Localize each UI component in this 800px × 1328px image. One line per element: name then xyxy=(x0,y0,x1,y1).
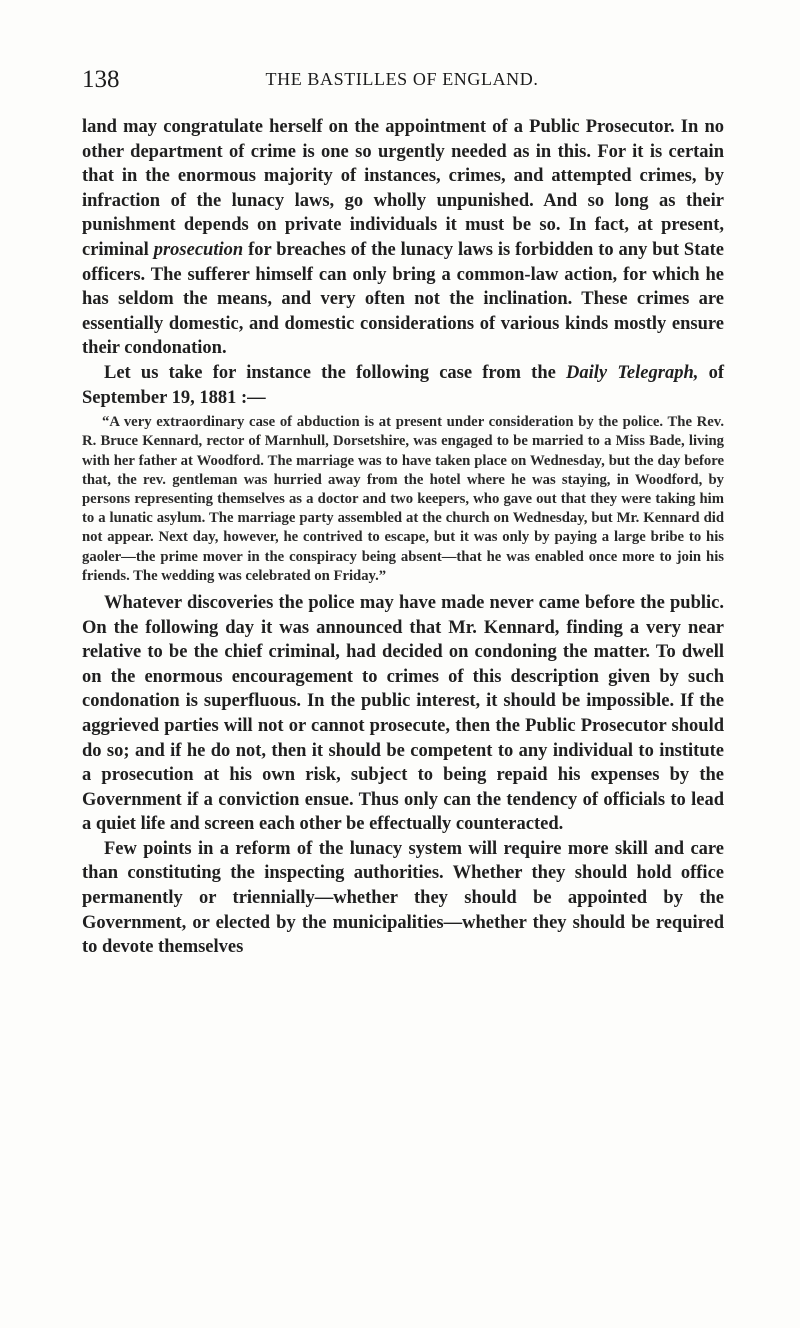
paragraph-text: of September 19, 1881 :— xyxy=(82,362,724,408)
page-header xyxy=(82,66,722,96)
paragraph-text: for breaches of the lunacy laws is forbidden to any but State officers. The sufferer himself can only bring a common-law action, for which he has seldom the means, and very often not the inclination. These crimes are essentially domestic, and domestic considerations of various kinds mostly ensure their condonation. xyxy=(82,239,724,359)
page-number: 138 xyxy=(82,66,120,93)
paragraph-inspecting-authorities: Few points in a reform of the lunacy system will require more skill and care than constituting the inspecting authorities. Whether they should hold office permanently or triennially—whether they should be appointed by the Government, or elected by the municipalities—whether they should be required to devote themselves xyxy=(82,838,724,958)
paragraph-case-intro xyxy=(82,361,724,410)
block-quote: “A very extraordinary case of abduction is at present under consideration by the police. The Rev. R. Bruce Kennard, rector of Marnhull, Dorsetshire, was engaged to be married to a Miss Bade, living with her father at Woodford. The marriage was to have taken place on Wednesday, but the day before that, the rev. gentleman was hurried away from the hotel where he was staying, in Woodford, by persons representing themselves as a doctor and two keepers, who gave out that they were taking him to a lunatic asylum. The marriage party assembled at the church on Wednesday, but Mr. Kennard did not appear. Next day, however, he contrived to escape, but it was only by paying a large bribe to his gaoler—the prime mover in the conspiracy being absent—that he was enabled once more to join his friends. The wedding was celebrated on Friday.” xyxy=(82,414,724,584)
paragraph-condonation: Whatever discoveries the police may have made never came before the public. On the following day it was announced that Mr. Kennard, finding a very near relative to be the chief criminal, had decided on condoning the matter. To dwell on the enormous encouragement to crimes of this description given by such condonation is superfluous. In the public interest, it should be impossible. If the aggrieved parties will not or cannot prosecute, then the Public Prosecutor should do so; and if he do not, then it should be competent to any individual to institute a prosecution at his own risk, subject to being repaid his expenses by the Government if a conviction ensue. Thus only can the tendency of officials to lead a quiet life and screen each other be effectually counteracted. xyxy=(82,592,724,835)
paragraph-text: land may congratulate herself on the appointment of a Public Prosecutor. In no other department of crime is one so urgently needed as in this. For it is certain that in the enormous majority of instances, crimes, and attempted crimes, by infraction of the lunacy laws, go wholly unpunished. And so long as their punishment depends on private individuals it must be so. In fact, at present, criminal xyxy=(82,117,724,260)
newspaper-title: Daily Telegraph, xyxy=(566,362,699,383)
paragraph-public-prosecutor xyxy=(82,115,724,361)
paragraph-text: Let us take for instance the following case from the xyxy=(104,362,567,383)
italic-text: prosecution xyxy=(153,239,244,260)
body-text xyxy=(82,115,724,960)
running-title: THE BASTILLES OF ENGLAND. xyxy=(265,69,539,89)
